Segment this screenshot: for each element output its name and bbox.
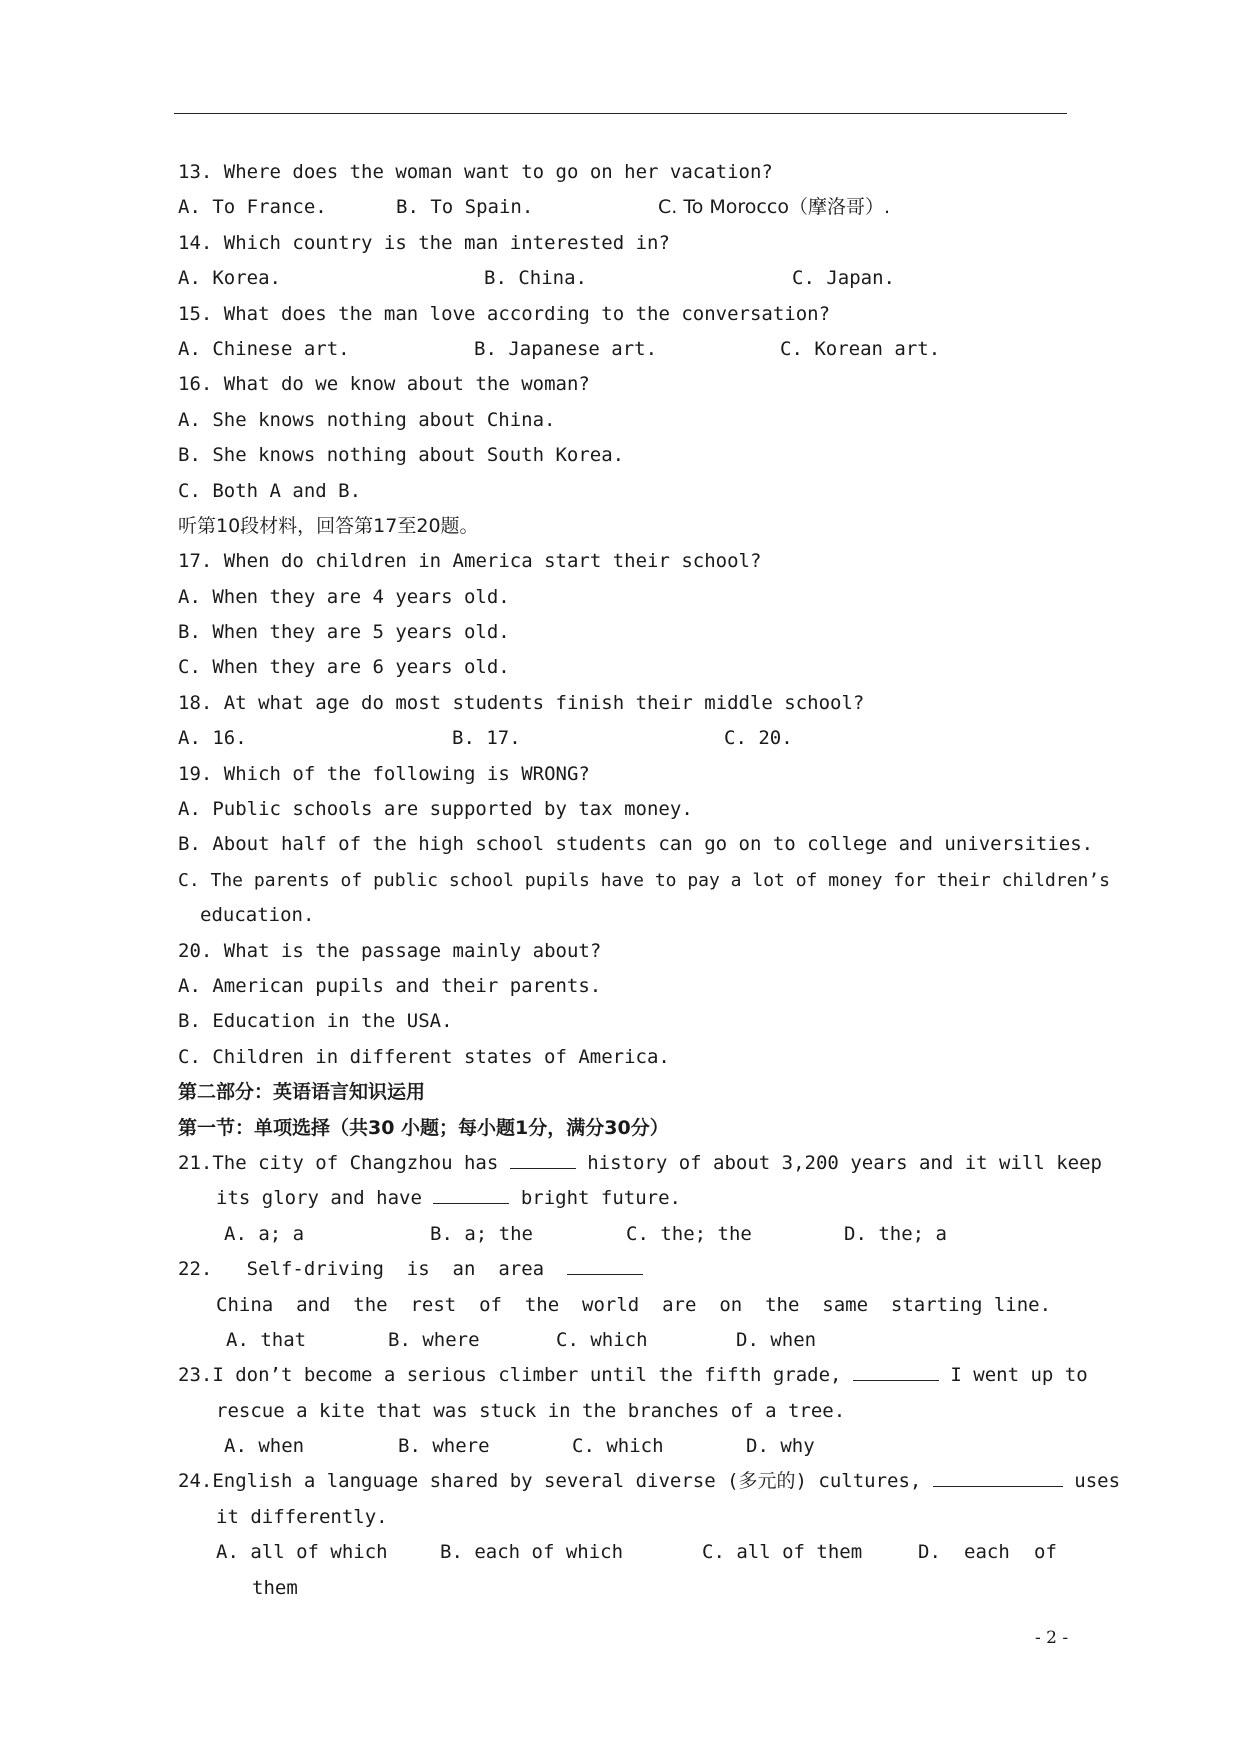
question-21: 21.The city of Changzhou has history of about 3,200 years and it will keep	[178, 1146, 1078, 1181]
part2-title: 第二部分：英语语言知识运用	[178, 1081, 426, 1104]
blank-22	[567, 1252, 643, 1275]
option-20-b: B. Education in the USA.	[178, 1010, 453, 1033]
page-content	[178, 155, 1121, 1606]
option-14-b: B. China.	[484, 267, 587, 290]
option-21-d: D. the; a	[844, 1222, 947, 1245]
options-22	[178, 1323, 1078, 1358]
option-24-d-word1: each	[964, 1541, 1010, 1564]
option-20-a: A. American pupils and their parents.	[178, 974, 602, 997]
option-23-c: C. which	[572, 1435, 664, 1458]
question-22-line2: China and the rest of the world are on the same starting line.	[216, 1293, 1052, 1316]
question-20: 20. What is the passage mainly about?	[178, 939, 602, 962]
section1-title: 第一节：单项选择（共30 小题；每小题1分，满分30分）	[178, 1116, 669, 1139]
option-16-b: B. She knows nothing about South Korea.	[178, 444, 625, 467]
options-24	[178, 1535, 1078, 1570]
question-24: 24.English a language shared by several diverse (多元的) cultures, uses	[178, 1464, 1078, 1499]
options-21	[178, 1217, 1078, 1252]
option-18-a: A. 16.	[178, 727, 247, 750]
option-24-c: C. all of them	[702, 1541, 863, 1564]
option-21-a: A. a; a	[224, 1222, 305, 1245]
option-18-b: B. 17.	[452, 727, 521, 750]
option-18-c: C. 20.	[724, 727, 793, 750]
option-17-c: C. When they are 6 years old.	[178, 656, 510, 679]
option-13-b: B. To Spain.	[396, 196, 534, 219]
options-18	[178, 721, 1078, 756]
option-19-b: B. About half of the high school students can go on to college and universities.	[178, 833, 1094, 856]
option-14-c: C. Japan.	[792, 267, 895, 290]
option-20-c: C. Children in different states of America.	[178, 1045, 670, 1068]
question-14: 14. Which country is the man interested in?	[178, 231, 670, 254]
option-16-c: C. Both A and B.	[178, 479, 362, 502]
option-17-a: A. When they are 4 years old.	[178, 585, 510, 608]
option-19-a: A. Public schools are supported by tax money.	[178, 798, 693, 821]
option-16-a: A. She knows nothing about China.	[178, 408, 556, 431]
blank-24	[933, 1464, 1063, 1487]
question-24-line2: it differently.	[216, 1505, 388, 1528]
option-14-a: A. Korea.	[178, 267, 281, 290]
options-23	[178, 1429, 1078, 1464]
blank-23	[853, 1358, 939, 1381]
option-24-a: A. all of which	[216, 1541, 388, 1564]
option-15-a: A. Chinese art.	[178, 337, 350, 360]
question-19: 19. Which of the following is WRONG?	[178, 762, 590, 785]
question-18: 18. At what age do most students finish their middle school?	[178, 691, 865, 714]
blank-21-1	[510, 1146, 576, 1169]
options-14	[178, 261, 1078, 296]
question-16: 16. What do we know about the woman?	[178, 373, 590, 396]
page-number: - 2 -	[1035, 1628, 1069, 1648]
option-19-c-cont: education.	[200, 904, 315, 927]
option-21-b: B. a; the	[430, 1222, 533, 1245]
options-13	[178, 190, 1078, 225]
option-19-c: C. The parents of public school pupils have to pay a lot of money for their children’s	[178, 869, 1110, 891]
question-13: 13. Where does the woman want to go on her vacation?	[178, 161, 773, 183]
question-21-line2: its glory and have bright future.	[178, 1181, 1078, 1216]
option-24-d-cont: them	[252, 1576, 298, 1599]
options-15	[178, 332, 1078, 367]
option-15-b: B. Japanese art.	[474, 337, 658, 360]
option-24-b: B. each of which	[440, 1541, 624, 1564]
question-22: 22. Self-driving is an area	[178, 1252, 1078, 1287]
option-22-d: D. when	[736, 1328, 817, 1351]
blank-21-2	[433, 1181, 509, 1204]
option-24-d-label: D.	[918, 1541, 941, 1564]
header-rule	[174, 113, 1067, 114]
option-13-c: C. To Morocco（摩洛哥）.	[658, 196, 890, 219]
option-21-c: C. the; the	[626, 1222, 752, 1245]
option-23-d: D. why	[746, 1435, 815, 1458]
option-13-a: A. To France.	[178, 196, 327, 219]
option-22-a: A. that	[226, 1328, 307, 1351]
question-23-line2: rescue a kite that was stuck in the branches of a tree.	[216, 1399, 846, 1422]
question-23: 23.I don’t become a serious climber until the fifth grade, I went up to	[178, 1358, 1078, 1393]
option-22-b: B. where	[388, 1328, 480, 1351]
option-17-b: B. When they are 5 years old.	[178, 621, 510, 644]
question-17: 17. When do children in America start their school?	[178, 550, 762, 573]
section10-instruction: 听第10段材料，回答第17至20题。	[178, 514, 479, 537]
option-23-b: B. where	[398, 1435, 490, 1458]
option-15-c: C. Korean art.	[780, 337, 941, 360]
option-24-d-word2: of	[1034, 1541, 1057, 1564]
question-15: 15. What does the man love according to the conversation?	[178, 302, 831, 325]
option-23-a: A. when	[224, 1435, 305, 1458]
option-22-c: C. which	[556, 1328, 648, 1351]
